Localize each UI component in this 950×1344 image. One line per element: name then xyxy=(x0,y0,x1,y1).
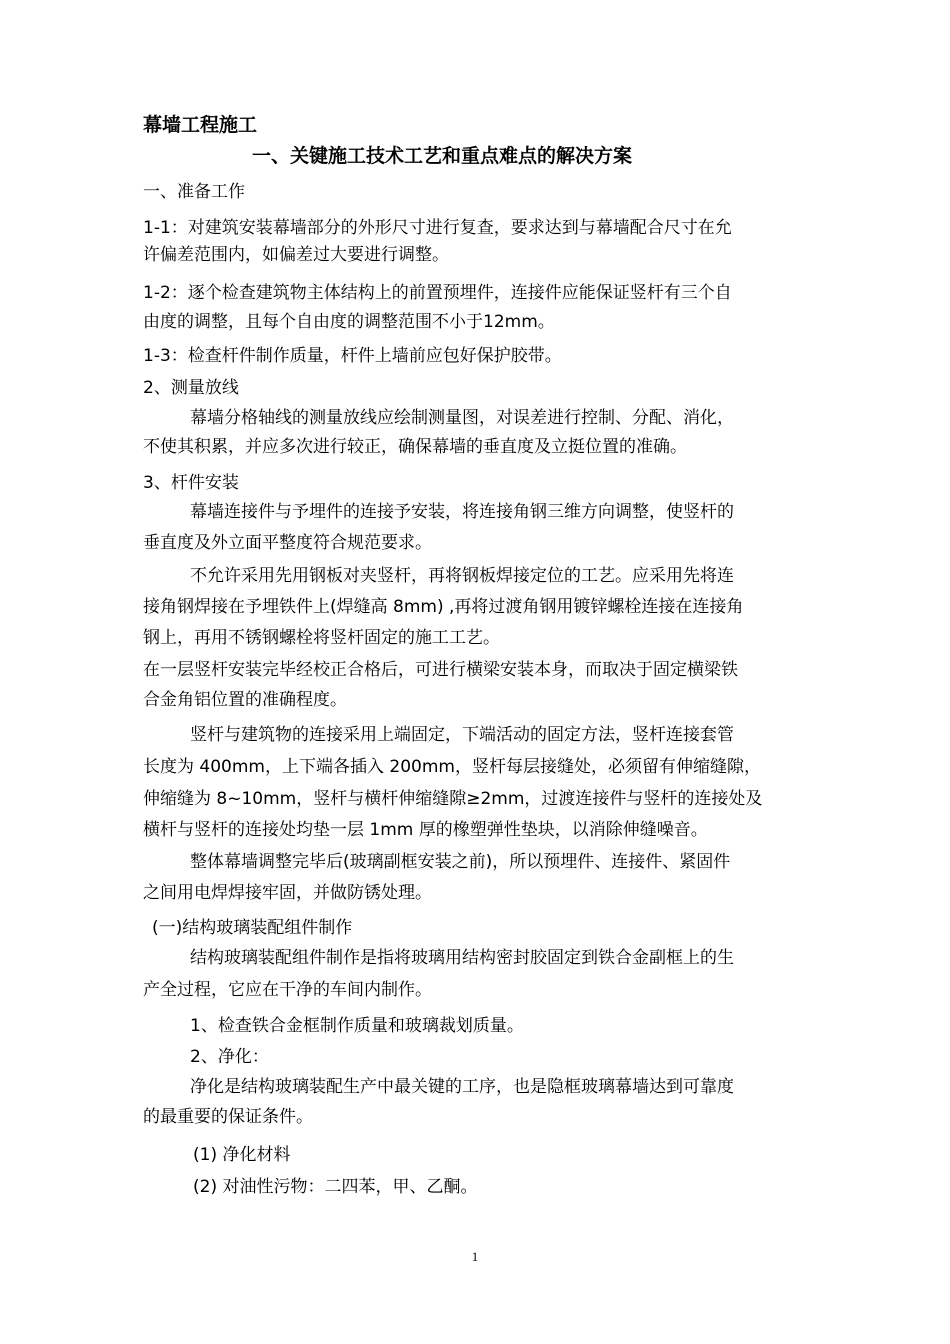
text-line: 合金角铝位置的准确程度。 xyxy=(143,690,347,710)
text-line: 一、准备工作 xyxy=(143,182,245,202)
text-line: 在一层竖杆安装完毕经校正合格后，可进行横梁安装本身，而取决于固定横梁铁 xyxy=(143,660,738,680)
text-line: 1-2：逐个检查建筑物主体结构上的前置预埋件，连接件应能保证竖杆有三个自 xyxy=(143,283,732,303)
text-line: 幕墙分格轴线的测量放线应绘制测量图，对误差进行控制、分配、消化， xyxy=(190,408,734,428)
text-line: 2、测量放线 xyxy=(143,378,239,398)
text-line: 之间用电焊焊接牢固，并做防锈处理。 xyxy=(143,883,432,903)
text-line: (一)结构玻璃装配组件制作 xyxy=(152,918,353,938)
page-number: 1 xyxy=(471,1249,479,1264)
text-line: 产全过程，它应在干净的车间内制作。 xyxy=(143,980,432,1000)
text-line: 1-3：检查杆件制作质量，杆件上墙前应包好保护胶带。 xyxy=(143,346,562,366)
text-line: (2) 对油性污物：二四苯，甲、乙酮。 xyxy=(193,1177,478,1197)
text-line: 1-1：对建筑安装幕墙部分的外形尺寸进行复查，要求达到与幕墙配合尺寸在允 xyxy=(143,218,732,238)
text-line: 竖杆与建筑物的连接采用上端固定，下端活动的固定方法，竖杆连接套管 xyxy=(190,725,734,745)
text-line: 净化是结构玻璃装配生产中最关键的工序，也是隐框玻璃幕墙达到可靠度 xyxy=(190,1077,734,1097)
text-line: 幕墙连接件与予埋件的连接予安装，将连接角钢三维方向调整，使竖杆的 xyxy=(190,502,734,522)
text-line: 结构玻璃装配组件制作是指将玻璃用结构密封胶固定到铁合金副框上的生 xyxy=(190,948,734,968)
section-heading: 一、关键施工技术工艺和重点难点的解决方案 xyxy=(252,145,633,167)
text-line: 1、检查铁合金框制作质量和玻璃裁划质量。 xyxy=(190,1016,524,1036)
text-line: 不使其积累，并应多次进行较正，确保幕墙的垂直度及立挺位置的准确。 xyxy=(143,437,687,457)
text-line: 接角钢焊接在予埋铁件上(焊缝高 8mm) ,再将过渡角钢用镀锌螺栓连接在连接角 xyxy=(143,597,744,617)
text-line: 不允许采用先用钢板对夹竖杆，再将钢板焊接定位的工艺。应采用先将连 xyxy=(190,566,734,586)
text-line: 伸缩缝为 8~10mm，竖杆与横杆伸缩缝隙≥2mm，过渡连接件与竖杆的连接处及 xyxy=(143,789,763,809)
text-line: 整体幕墙调整完毕后(玻璃副框安装之前)，所以预埋件、连接件、紧固件 xyxy=(190,852,731,872)
text-line: 垂直度及外立面平整度符合规范要求。 xyxy=(143,533,432,553)
document-title: 幕墙工程施工 xyxy=(143,114,258,136)
text-line: 钢上，再用不锈钢螺栓将竖杆固定的施工工艺。 xyxy=(143,628,500,648)
text-line: (1) 净化材料 xyxy=(193,1145,291,1165)
text-line: 2、净化： xyxy=(190,1047,269,1067)
text-line: 由度的调整，且每个自由度的调整范围不小于12mm。 xyxy=(143,312,555,332)
text-line: 许偏差范围内，如偏差过大要进行调整。 xyxy=(143,245,449,265)
text-line: 横杆与竖杆的连接处均垫一层 1mm 厚的橡塑弹性垫块，以消除伸缝噪音。 xyxy=(143,820,708,840)
text-line: 的最重要的保证条件。 xyxy=(143,1107,313,1127)
text-line: 长度为 400mm，上下端各插入 200mm，竖杆每层接缝处，必须留有伸缩缝隙， xyxy=(143,757,761,777)
text-line: 3、杆件安装 xyxy=(143,473,239,493)
